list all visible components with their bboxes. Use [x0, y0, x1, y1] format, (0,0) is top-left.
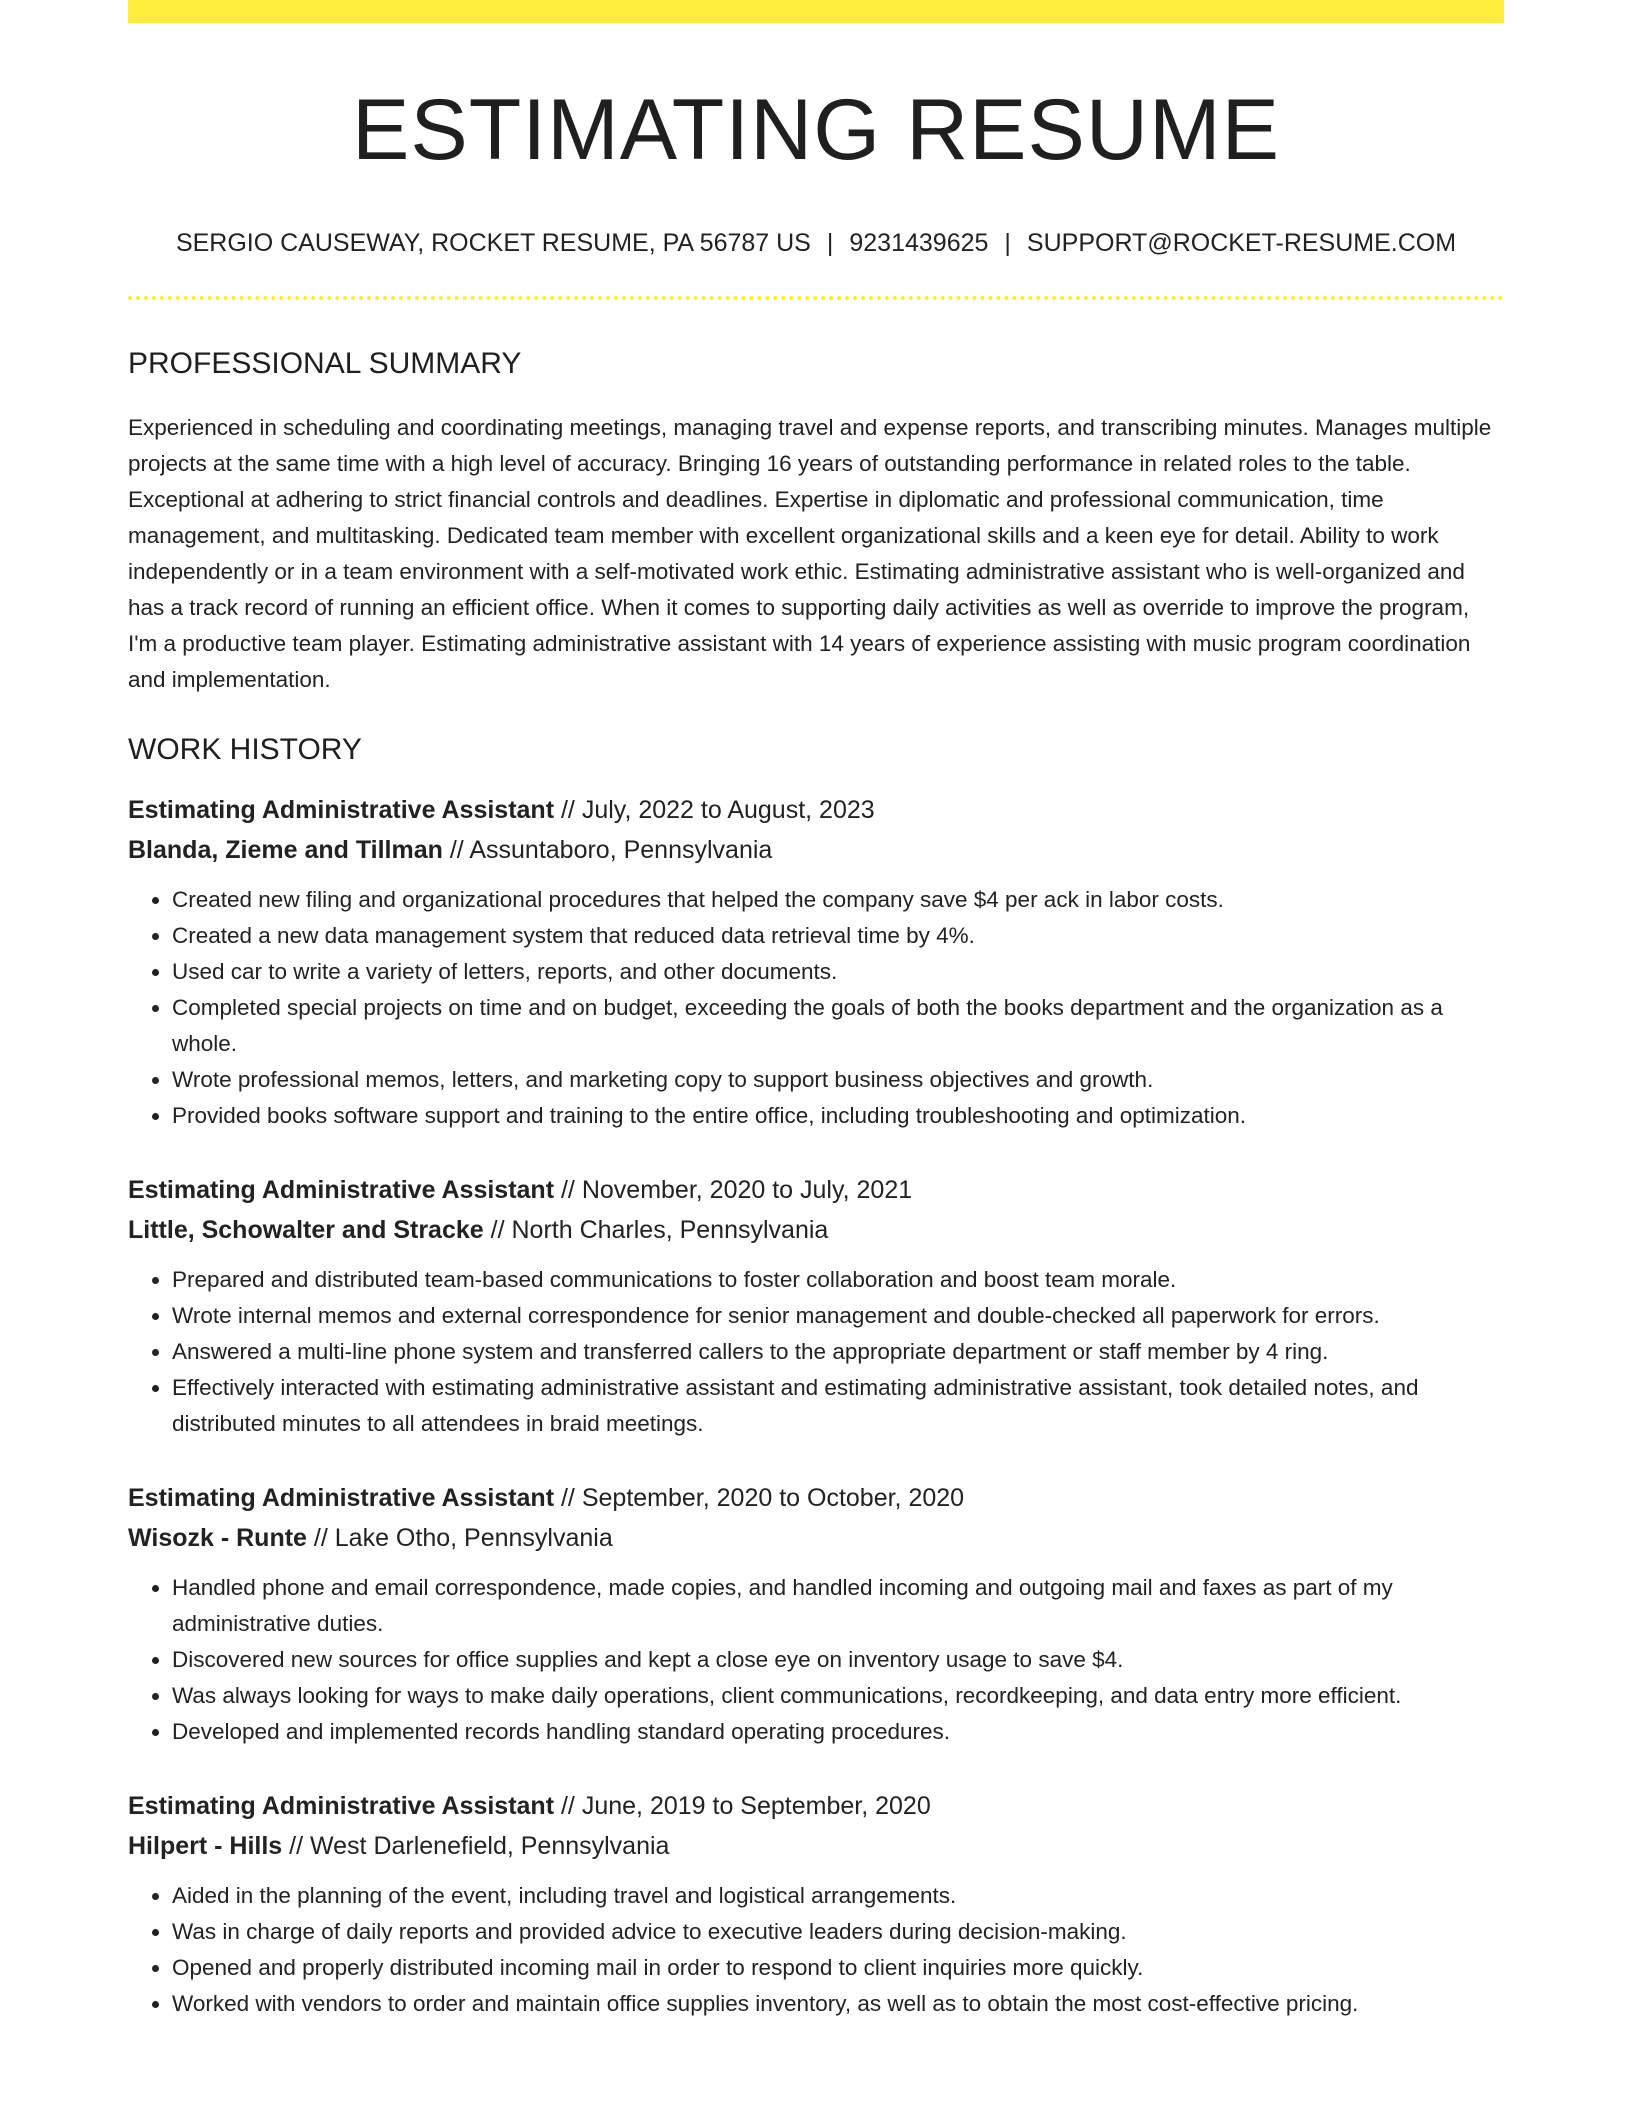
job-bullet: • Prepared and distributed team-based communications to foster collaboration and boost team morale. [172, 1262, 1504, 1298]
job-dates: July, 2022 to August, 2023 [581, 795, 875, 824]
job-bullet: • Aided in the planning of the event, including travel and logistical arrangements. [172, 1878, 1504, 1914]
summary-heading: PROFESSIONAL SUMMARY [128, 346, 522, 380]
job-bullet: • Effectively interacted with estimating administrative assistant and estimating administrative assistant, took detailed notes, and distributed minutes to all attendees in braid meetings. [172, 1370, 1504, 1442]
job-company: Little, Schowalter and Stracke [128, 1215, 484, 1244]
job-bullet: • Handled phone and email correspondence, made copies, and handled incoming and outgoing mail and faxes as part of my administrative duties. [172, 1570, 1504, 1642]
job-title-line [128, 1170, 1504, 1210]
job-delimiter: // [560, 1483, 575, 1512]
work-history-heading: WORK HISTORY [128, 732, 362, 766]
job-title: Estimating Administrative Assistant [128, 1483, 555, 1512]
job-bullet: • Developed and implemented records handling standard operating procedures. [172, 1714, 1504, 1750]
job-title: Estimating Administrative Assistant [128, 795, 555, 824]
job-title: Estimating Administrative Assistant [128, 1791, 555, 1820]
job-title-line [128, 1478, 1504, 1518]
job-entry [128, 1170, 1504, 1442]
job-company: Blanda, Zieme and Tillman [128, 835, 443, 864]
resume-page [128, 0, 1504, 2022]
resume-title: ESTIMATING RESUME [351, 82, 1281, 178]
contact-address: SERGIO CAUSEWAY, ROCKET RESUME, PA 56787 US [175, 228, 811, 257]
work-history-list [128, 790, 1504, 2022]
job-company-line [128, 830, 1504, 870]
accent-top-bar [128, 0, 1504, 23]
job-dates: September, 2020 to October, 2020 [581, 1483, 965, 1512]
job-entry [128, 790, 1504, 1134]
job-bullet: • Opened and properly distributed incoming mail in order to respond to client inquiries more quickly. [172, 1950, 1504, 1986]
job-title: Estimating Administrative Assistant [128, 1175, 555, 1204]
contact-separator: | [826, 228, 834, 257]
job-bullet: • Answered a multi-line phone system and transferred callers to the appropriate department or staff member by 4 ring. [172, 1334, 1504, 1370]
job-delimiter: // [449, 835, 464, 864]
contact-phone: 9231439625 [849, 228, 989, 257]
job-location: Lake Otho, Pennsylvania [334, 1523, 613, 1552]
job-company: Wisozk - Runte [128, 1523, 307, 1552]
job-dates: November, 2020 to July, 2021 [581, 1175, 913, 1204]
job-bullet: • Wrote internal memos and external correspondence for senior management and double-checked all paperwork for errors. [172, 1298, 1504, 1334]
job-delimiter: // [490, 1215, 505, 1244]
job-title-line [128, 790, 1504, 830]
job-dates: June, 2019 to September, 2020 [581, 1791, 931, 1820]
job-company-line [128, 1826, 1504, 1866]
job-bullet: • Was in charge of daily reports and provided advice to executive leaders during decision-making. [172, 1914, 1504, 1950]
job-bullet: • Was always looking for ways to make daily operations, client communications, recordkeeping, and data entry more efficient. [172, 1678, 1504, 1714]
summary-text: Experienced in scheduling and coordinating meetings, managing travel and expense reports, and transcribing minutes. Manages multiple projects at the same time with a high level of accuracy. Bringing 16 years of outstanding performance in related roles to the table. Exceptional at adhering to strict financial controls and deadlines. Expertise in diplomatic and professional communication, time management, and multitasking. Dedicated team member with excellent organizational skills and a keen eye for detail. Ability to work independently or in a team environment with a self-motivated work ethic. Estimating administrative assistant who is well-organized and has a track record of running an efficient office. When it comes to supporting daily activities as well as override to improve the program, I'm a productive team player. Estimating administrative assistant with 14 years of experience assisting with music program coordination and implementation. [128, 414, 1492, 692]
dotted-divider [128, 296, 1504, 300]
job-location: West Darlenefield, Pennsylvania [310, 1831, 670, 1860]
job-delimiter: // [560, 795, 575, 824]
job-bullet: • Wrote professional memos, letters, and marketing copy to support business objectives and growth. [172, 1062, 1504, 1098]
job-company-line [128, 1518, 1504, 1558]
job-delimiter: // [560, 1791, 575, 1820]
job-company: Hilpert - Hills [128, 1831, 283, 1860]
job-bullet: • Used car to write a variety of letters, reports, and other documents. [172, 954, 1504, 990]
job-location: Assuntaboro, Pennsylvania [469, 835, 773, 864]
job-bullet: • Completed special projects on time and on budget, exceeding the goals of both the books department and the organization as a whole. [172, 990, 1504, 1062]
job-delimiter: // [289, 1831, 304, 1860]
contact-separator: | [1004, 228, 1011, 257]
contact-line [128, 228, 1504, 258]
job-entry [128, 1786, 1504, 2022]
job-bullet: • Created new filing and organizational procedures that helped the company save $4 per ack in labor costs. [172, 882, 1504, 918]
job-bullet: • Created a new data management system that reduced data retrieval time by 4%. [172, 918, 1504, 954]
job-bullets [128, 1262, 1504, 1442]
job-bullet: • Provided books software support and training to the entire office, including troubleshooting and optimization. [172, 1098, 1504, 1134]
job-bullets [128, 882, 1504, 1134]
job-location: North Charles, Pennsylvania [511, 1215, 829, 1244]
job-bullets [128, 1878, 1504, 2022]
job-delimiter: // [560, 1175, 575, 1204]
contact-email: SUPPORT@ROCKET-RESUME.COM [1026, 228, 1457, 257]
job-bullet: • Worked with vendors to order and maintain office supplies inventory, as well as to obtain the most cost-effective pricing. [172, 1986, 1504, 2022]
job-entry [128, 1478, 1504, 1750]
job-company-line [128, 1210, 1504, 1250]
job-bullet: • Discovered new sources for office supplies and kept a close eye on inventory usage to save $4. [172, 1642, 1504, 1678]
job-bullets [128, 1570, 1504, 1750]
job-title-line [128, 1786, 1504, 1826]
job-delimiter: // [313, 1523, 328, 1552]
